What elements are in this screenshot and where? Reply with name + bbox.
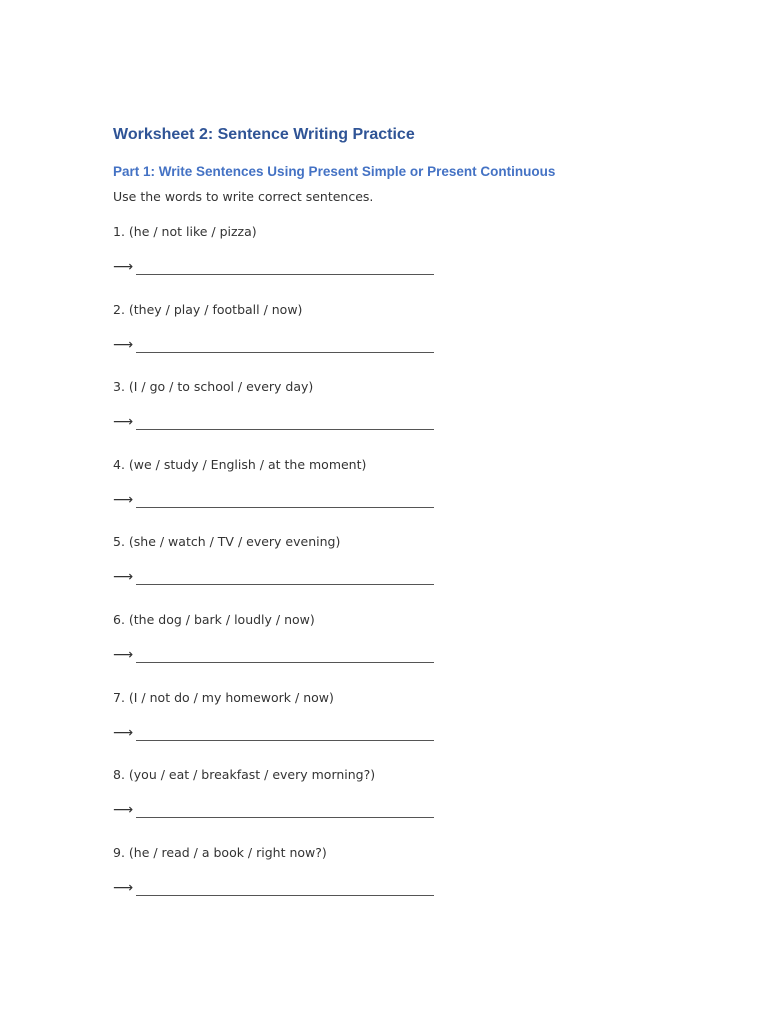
- answer-blank-3[interactable]: [136, 414, 434, 430]
- exercise-item-4: [113, 456, 768, 534]
- answer-row: [113, 721, 768, 741]
- exercise-prompt: 4. (we / study / English / at the moment): [113, 456, 367, 472]
- exercise-prompt: 8. (you / eat / breakfast / every morning?): [113, 767, 376, 783]
- answer-row: [113, 643, 768, 663]
- exercise-item-1: [113, 223, 768, 301]
- arrow-icon: ⟶: [113, 569, 134, 586]
- answer-blank-9[interactable]: [136, 880, 434, 896]
- answer-blank-5[interactable]: [136, 569, 434, 585]
- instruction-text: Use the words to write correct sentences.: [113, 189, 374, 204]
- exercise-prompt: 5. (she / watch / TV / every evening): [113, 534, 341, 550]
- answer-blank-7[interactable]: [136, 725, 434, 741]
- arrow-icon: ⟶: [113, 646, 134, 663]
- exercise-prompt: 6. (the dog / bark / loudly / now): [113, 611, 315, 627]
- exercise-prompt: 2. (they / play / football / now): [113, 301, 303, 317]
- answer-blank-4[interactable]: [136, 492, 434, 508]
- answer-row: [113, 876, 768, 896]
- answer-blank-8[interactable]: [136, 802, 434, 818]
- exercise-list: [113, 223, 768, 921]
- exercise-item-7: [113, 689, 768, 767]
- arrow-icon: ⟶: [113, 414, 134, 431]
- exercise-item-5: [113, 533, 768, 611]
- arrow-icon: ⟶: [113, 724, 134, 741]
- arrow-icon: ⟶: [113, 491, 134, 508]
- arrow-icon: ⟶: [113, 879, 134, 896]
- answer-blank-6[interactable]: [136, 647, 434, 663]
- arrow-icon: ⟶: [113, 259, 134, 275]
- answer-row: [113, 255, 768, 275]
- answer-row: [113, 488, 768, 508]
- answer-row: [113, 333, 768, 353]
- exercise-item-9: [113, 844, 768, 922]
- part-title: Part 1: Write Sentences Using Present Simple or Present Continuous: [113, 164, 556, 179]
- answer-blank-1[interactable]: [136, 259, 434, 275]
- arrow-icon: ⟶: [113, 336, 134, 353]
- answer-blank-2[interactable]: [136, 337, 434, 353]
- worksheet-title: Worksheet 2: Sentence Writing Practice: [113, 126, 415, 143]
- answer-row: [113, 798, 768, 818]
- exercise-prompt: 9. (he / read / a book / right now?): [113, 844, 327, 860]
- exercise-item-3: [113, 378, 768, 456]
- exercise-item-6: [113, 611, 768, 689]
- exercise-prompt: 7. (I / not do / my homework / now): [113, 689, 334, 705]
- arrow-icon: ⟶: [113, 802, 134, 819]
- answer-row: [113, 410, 768, 430]
- exercise-prompt: 1. (he / not like / pizza): [113, 224, 257, 239]
- exercise-item-8: [113, 766, 768, 844]
- exercise-prompt: 3. (I / go / to school / every day): [113, 379, 314, 395]
- answer-row: [113, 565, 768, 585]
- exercise-item-2: [113, 301, 768, 379]
